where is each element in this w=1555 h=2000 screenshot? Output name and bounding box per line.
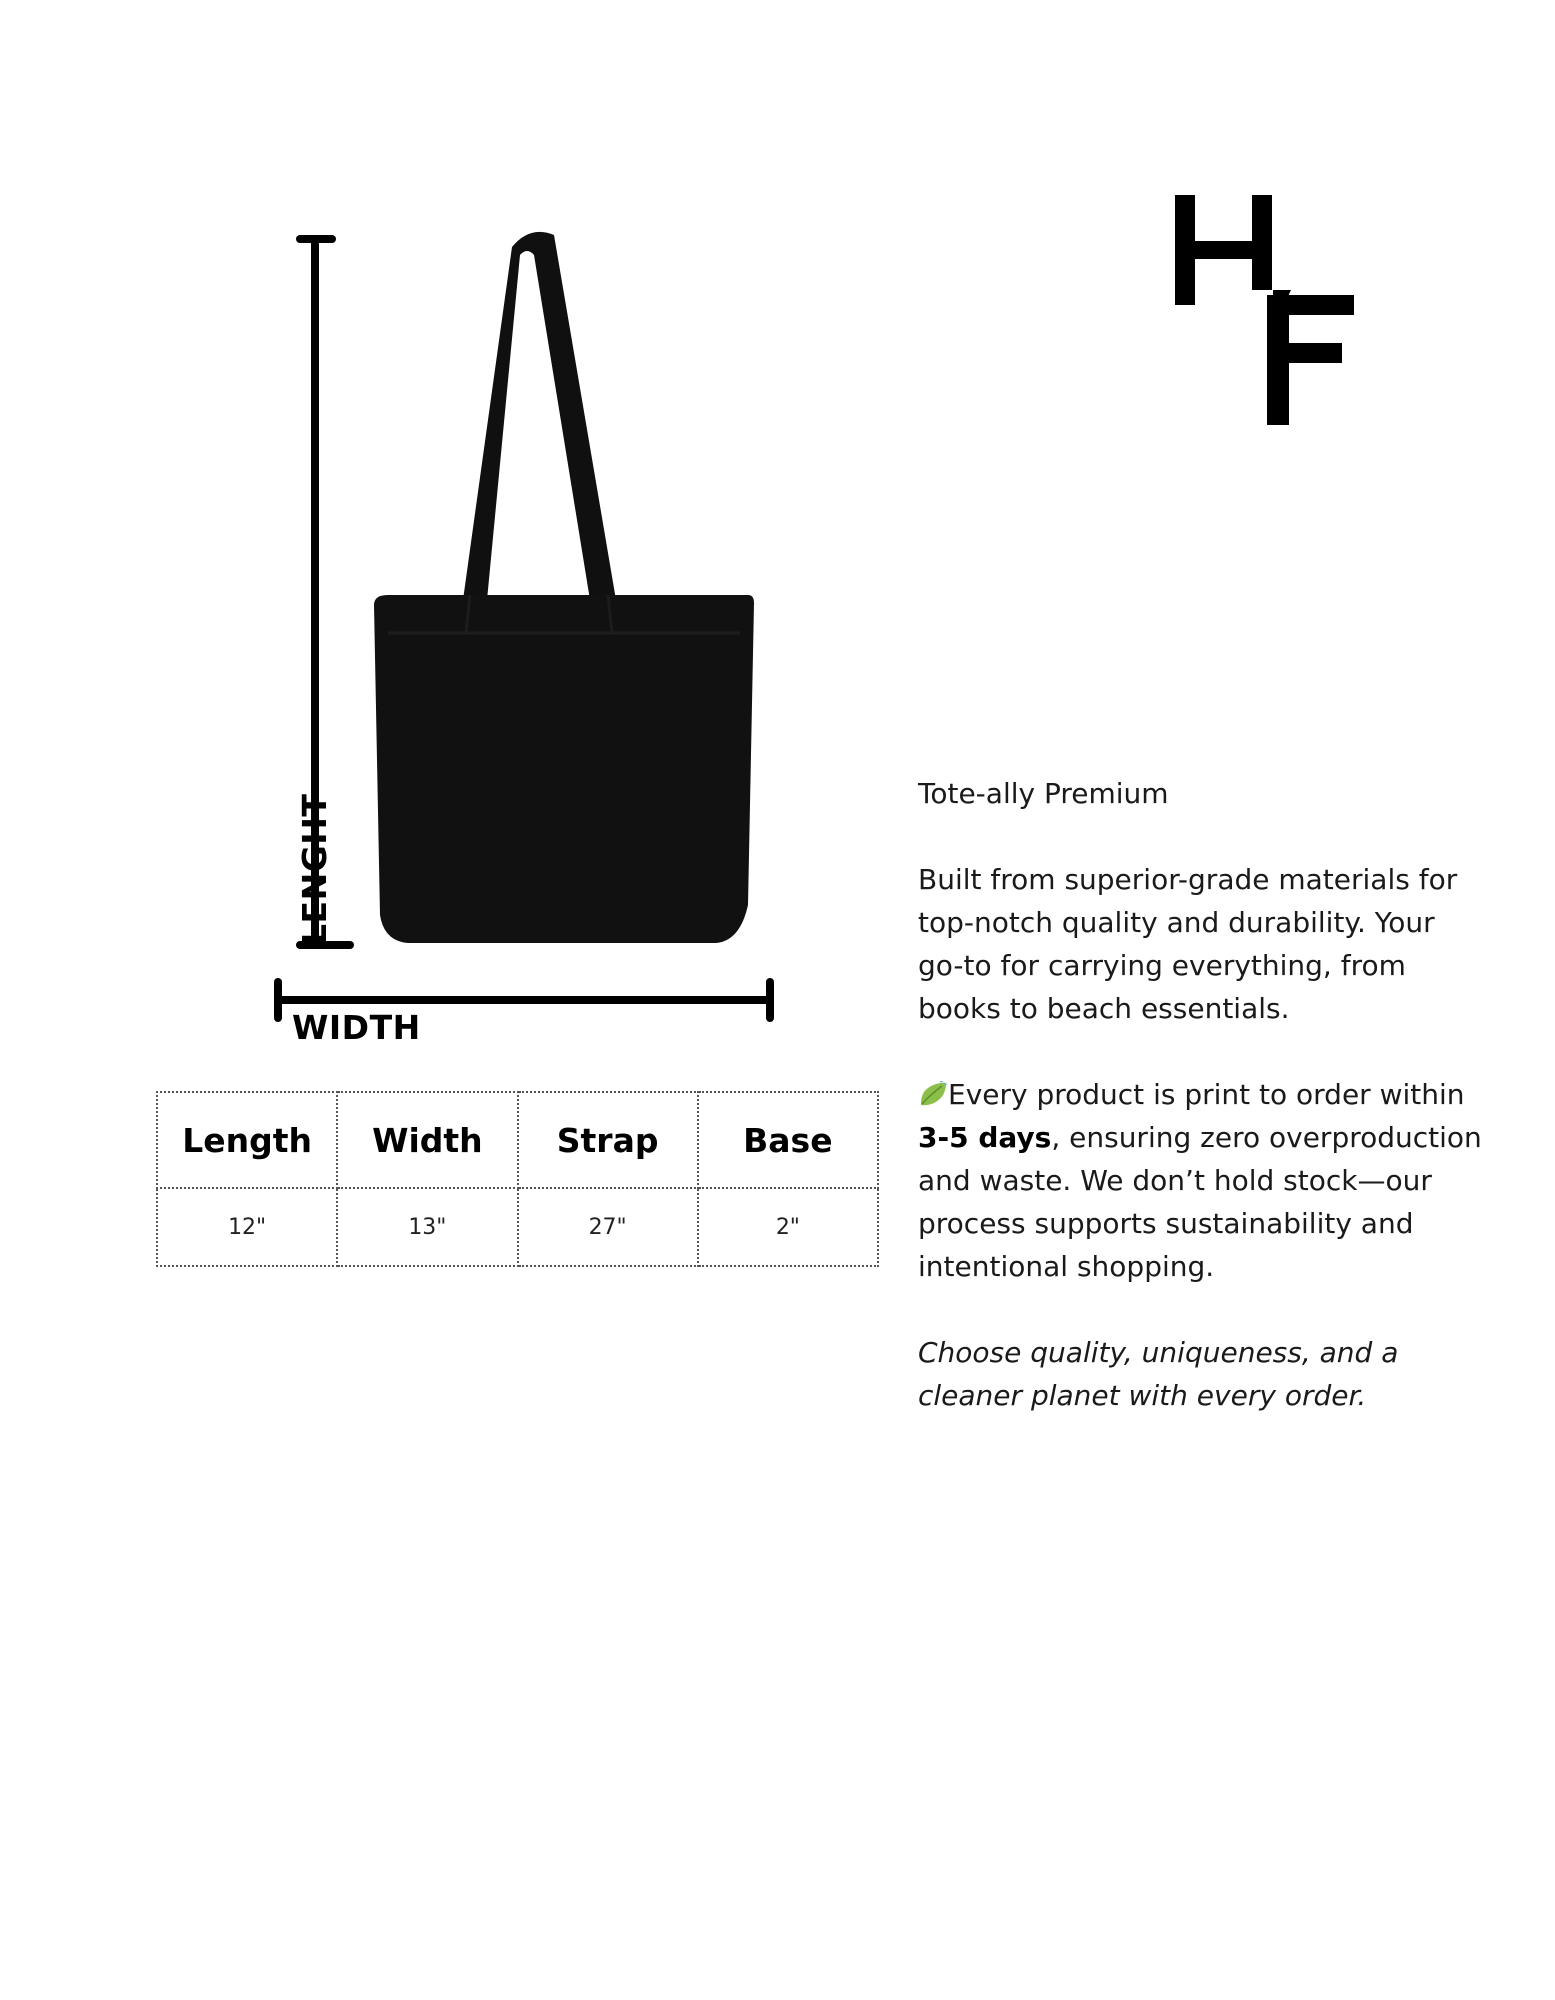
size-table [156,1091,879,1267]
length-axis-label: LENGHT [295,793,334,945]
leaf-icon [918,1076,948,1102]
product-title: Tote-ally Premium [918,777,1169,810]
production-note [918,1073,1488,1288]
brand-logo [1175,195,1360,425]
header-strap: Strap [518,1092,698,1188]
product-intro: Built from superior-grade materials for top-notch quality and durability. Your go-to for carrying everything, from books to beach essentials. [918,863,1458,1025]
size-table-value-row [157,1188,878,1266]
product-description [918,772,1488,1417]
size-table-header-row [157,1092,878,1188]
production-text-start: Every product is print to order within [948,1078,1465,1111]
production-time-highlight: 3-5 days [918,1121,1052,1154]
header-base: Base [698,1092,878,1188]
value-length: 12" [157,1188,337,1266]
header-width: Width [337,1092,517,1188]
width-axis-label: WIDTH [292,1008,421,1047]
closing-statement: Choose quality, uniqueness, and a cleaner planet with every order. [918,1336,1399,1412]
value-width: 13" [337,1188,517,1266]
value-base: 2" [698,1188,878,1266]
tote-bag-diagram [270,225,790,1055]
production-text-end: , ensuring zero overproduction and waste. We don’t hold stock—our process supports sustainability and intentional shopping. [918,1121,1482,1283]
header-length: Length [157,1092,337,1188]
value-strap: 27" [518,1188,698,1266]
